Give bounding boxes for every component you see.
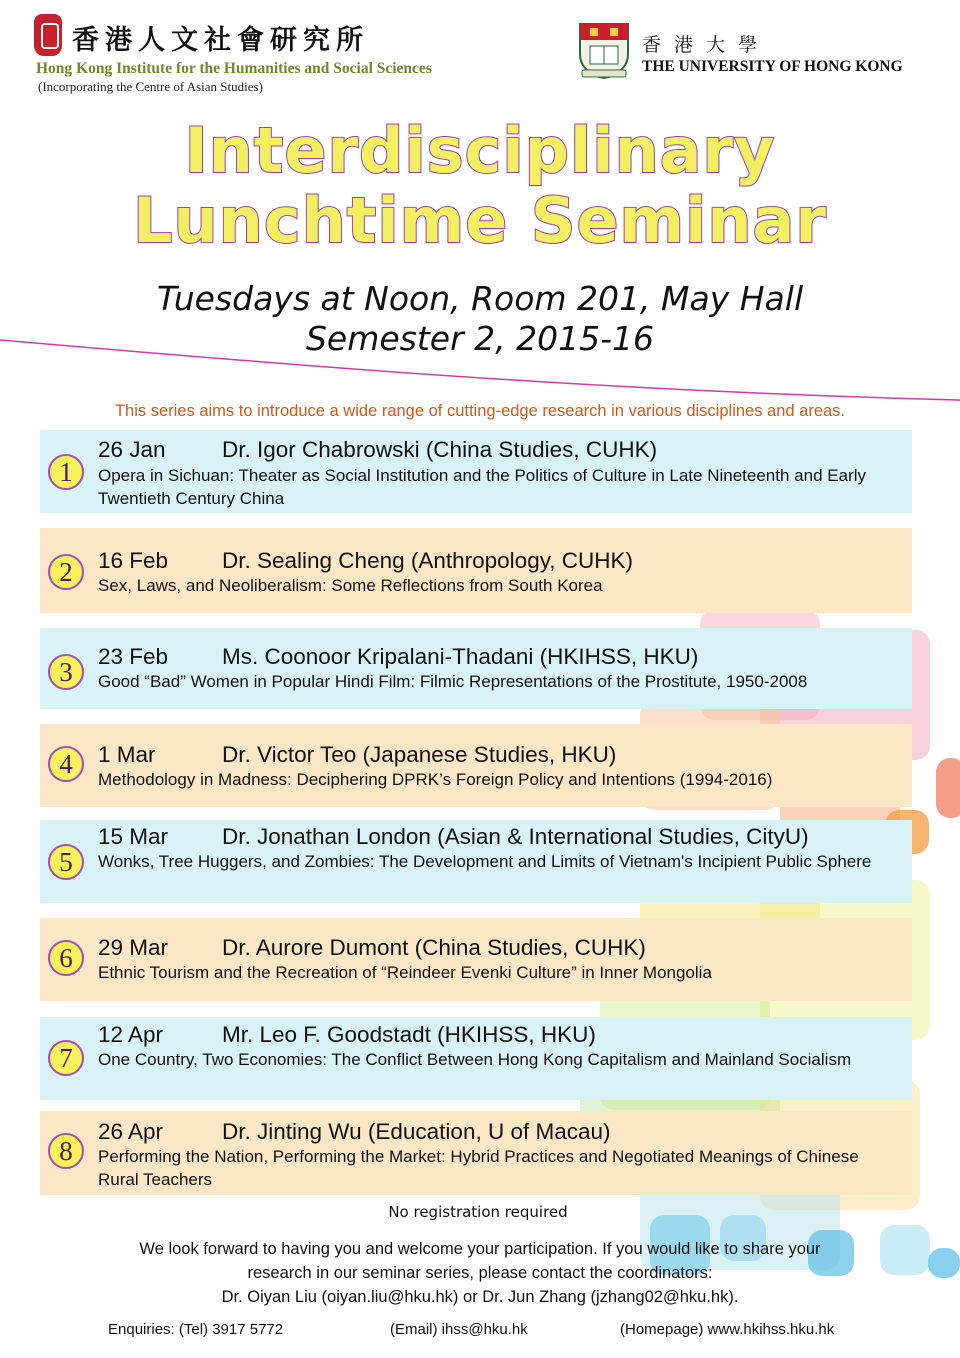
seminar-number-badge: 1: [48, 454, 84, 490]
seminar-number-badge: 3: [48, 654, 84, 690]
seminar-card: [40, 724, 912, 807]
seminar-speaker: Ms. Coonoor Kripalani-Thadani (HKIHSS, HKU): [222, 644, 699, 669]
university-crest-logo: [576, 20, 632, 80]
institute-name-chinese: 香港人文社會研究所: [72, 25, 369, 56]
seminar-speaker: Mr. Leo F. Goodstadt (HKIHSS, HKU): [222, 1022, 596, 1047]
title-line-1: Interdisciplinary: [184, 114, 776, 187]
seminar-date: 23 Feb: [98, 644, 169, 669]
footer-telephone: Enquiries: (Tel) 3917 5772: [108, 1321, 284, 1338]
seminar-date: 26 Apr: [98, 1119, 164, 1144]
seminar-card: [40, 628, 912, 709]
university-name-english: THE UNIVERSITY OF HONG KONG: [642, 58, 903, 75]
title-line-2: Lunchtime Seminar: [133, 184, 827, 257]
seminar-speaker: Dr. Aurore Dumont (China Studies, CUHK): [222, 935, 646, 960]
seminar-speaker: Dr. Sealing Cheng (Anthropology, CUHK): [222, 548, 634, 573]
closing-line-1: We look forward to having you and welcome your participation. If you would like to share your: [139, 1240, 821, 1258]
subtitle-line-2: Semester 2, 2015-16: [305, 319, 655, 358]
closing-message: [60, 1237, 900, 1309]
institute-subtitle: (Incorporating the Centre of Asian Studies): [38, 79, 263, 94]
footer-homepage[interactable]: (Homepage) www.hkihss.hku.hk: [620, 1321, 835, 1338]
seminar-talk-title: Opera in Sichuan: Theater as Social Institution and the Politics of Culture in Late Nineteenth and Early Twentieth Century China: [98, 466, 866, 508]
seminar-talk-title: Good “Bad” Women in Popular Hindi Film: Filmic Representations of the Prostitute, 1950-2008: [98, 672, 808, 691]
seminar-date: 29 Mar: [98, 935, 169, 960]
seminar-number-badge: 6: [48, 940, 84, 976]
seminar-talk-title: Ethnic Tourism and the Recreation of “Reindeer Evenki Culture” in Inner Mongolia: [98, 963, 712, 982]
seminar-card: [40, 528, 912, 613]
seminar-date: 12 Apr: [98, 1022, 164, 1047]
seminar-speaker: Dr. Jinting Wu (Education, U of Macau): [222, 1119, 611, 1144]
seminar-number-badge: 2: [48, 554, 84, 590]
seminar-date: 16 Feb: [98, 548, 169, 573]
closing-line-2: research in our seminar series, please contact the coordinators:: [247, 1264, 713, 1282]
subtitle-line-1: Tuesdays at Noon, Room 201, May Hall: [156, 279, 804, 318]
institute-name-english: Hong Kong Institute for the Humanities and Social Sciences: [36, 60, 432, 77]
series-intro: This series aims to introduce a wide range of cutting-edge research in various disciplines and areas.: [114, 402, 846, 420]
seminar-speaker: Dr. Jonathan London (Asian & International Studies, CityU): [222, 824, 809, 849]
seminar-talk-title: Sex, Laws, and Neoliberalism: Some Reflections from South Korea: [98, 576, 603, 595]
seminar-card: [40, 820, 912, 903]
seminar-talk-title: Methodology in Madness: Deciphering DPRK’s Foreign Policy and Intentions (1994-2016): [98, 770, 773, 789]
seminar-number-badge: 4: [48, 746, 84, 782]
seminar-talk-title: Performing the Nation, Performing the Market: Hybrid Practices and Negotiated Meanings of Chinese Rural Teachers: [98, 1147, 859, 1189]
seminar-card: [40, 1017, 912, 1100]
seminar-date: 26 Jan: [98, 437, 166, 462]
seminar-talk-title: Wonks, Tree Huggers, and Zombies: The Development and Limits of Vietnam's Incipient Public Sphere: [98, 852, 872, 871]
seminar-number-badge: 8: [48, 1133, 84, 1169]
seminar-speaker: Dr. Igor Chabrowski (China Studies, CUHK): [222, 437, 658, 462]
seminar-date: 1 Mar: [98, 742, 156, 767]
no-registration-note: No registration required: [388, 1203, 568, 1221]
seminar-speaker: Dr. Victor Teo (Japanese Studies, HKU): [222, 742, 617, 767]
seminar-date: 15 Mar: [98, 824, 169, 849]
seminar-number-badge: 7: [48, 1040, 84, 1076]
university-name-chinese: 香港大學: [642, 34, 771, 56]
seminar-number-badge: 5: [48, 844, 84, 880]
seminar-card: [40, 430, 912, 513]
institute-seal-logo: [34, 14, 62, 56]
seminar-card: [40, 918, 912, 1001]
seminar-talk-title: One Country, Two Economies: The Conflict Between Hong Kong Capitalism and Mainland Socialism: [98, 1050, 852, 1069]
footer-email[interactable]: (Email) ihss@hku.hk: [390, 1321, 528, 1338]
closing-line-3: Dr. Oiyan Liu (oiyan.liu@hku.hk) or Dr. Jun Zhang (jzhang02@hku.hk).: [221, 1288, 739, 1306]
seminar-card: [40, 1111, 912, 1195]
